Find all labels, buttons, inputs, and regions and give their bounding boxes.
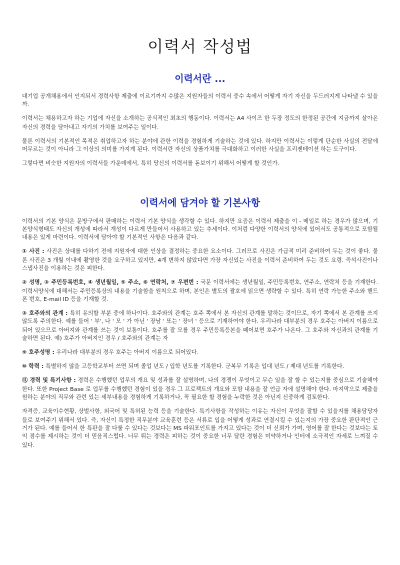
item-household-name (22, 349, 378, 357)
item-lead: ① 사진 : (22, 249, 45, 256)
item-lead: ⑨ 호주성명 : (22, 350, 55, 357)
item-career (22, 377, 378, 402)
paragraph-text: 이력서의 기본 양식은 문방구에서 판매하는 이력서 기본 양식을 생각할 수 있다. 하지만 요즘은 이력서 제출을 이 - 메일로 하는 경우가 많으며, 기본양식형태도 자신의 개성에 따라서 개성이 다르게 만들어서 사용하고 있는 추세이다. 이처럼 다양한 이력서의 양식에 있어서도 공통적으로 포함될 내용은 있게 마련이다. 이력서에 담아야 할 기본적인 사항은 다음과 같다. (22, 218, 378, 242)
item-text: 경력은 수행했던 업무의 개요 및 성과를 잘 설명하며, 나의 경쟁이 무엇이고 무슨 일을 잘 할 수 있는지를 중심으로 기술해야 한다. 또한 Project Base 로 업무를 수행했던 경험이 있을 경우 그 프로젝트의 개요와 포함 내용을 잘 언급 자에 설명해야 한다. 마지막으로 제출을 원하는 분야의 직무와 관련 있는 세부내용을 경험하게 기록하거나, 꼭 필요한 할 경험을 누락한 것은 아닌지 신중하게 검토한다. (22, 378, 378, 402)
basic-items-intro (22, 218, 378, 243)
item-text: 사진은 상대를 다하기 전에 지원자에 대한 인상을 결정하는 중요한 요소이다. 그러므로 사진은 가급적 미리 준비하여 두는 것이 좋다. 물론 사진은 3 개월 이내에 촬영한 것을 요구하고 있지만, 4개 변하지 않았다면 가장 자신있는 사진을 이력서 준비하여 두는 것도 요령. 즉석사진이나 스냅사진을 이용하는 것은 피한다. (22, 249, 378, 273)
item-personal-info (22, 279, 378, 304)
item-text: 자격증, 교육이수현황, 상벌사항, 외국어 및 특허된 능력 등을 기술한다. 특기사항을 작성하는 이유는 자신이 무엇을 잘할 수 있을지를 채용담당자들로 보여주기 위해서 있다. 즉, 자신이 특정한 직무분야 교육훈련 등은 서류로 입을 어떻게 성과로 연결시킬 수 있는지의 가장 중요한 판단적인 근거가 된다. 예를 들어서 한 특판을 잘 다룰 수 있다는 것보다는 MS 파워포인트를 가지고 있다는 것이 더 신뢰가 가며, 영어를 잘 한다는 것보다는 토익 점수를 제시하는 것이 더 믿음직스럽다. 너무 튀는 경력은 피하는 것이 중요한 너무 달란 경험은 미약하거나 인터에 소극적인 자세로 느껴질 수 있다. (22, 409, 378, 449)
item-photo (22, 248, 378, 273)
item-text: 우리나라 대부분의 경우 호주는 아버지 이름으로 되어있다. (54, 350, 199, 357)
intro-paragraph-2: 이력서는 채용하고자 하는 기업에 자신을 소개하는 공식적인 최초의 행동이다. 이력서는 A4 사이즈 한 두장 정도의 한정된 공간에 지금까지 살아온 자신의 경력을 담아내고 자기의 가치를 보여주는 일이다. (22, 116, 378, 131)
intro-paragraph-3: 물론 이력서의 기본적인 목적은 취업하고자 하는 분야에 관한 이력을 경험하게 기술하는 것에 있다. 하지만 이력서는 이렇게 단순한 사실의 전달에 머무르는 것이 아니라 그 이상의 의미를 가지게 된다. 이력서란 자신의 상품가치를 극대화하고 이러한 사실을 프리젠테이션 하는 도구이다. (22, 138, 378, 154)
intro-paragraph-1: 대기업 공개채용에서 인지되서 경력사항 제출에 이르기까지 수많은 지원자들의 이력서 중수 속에서 어떻게 자기 자신을 두드러지게 나타낼 수 있을까. (22, 94, 378, 109)
item-qualifications (22, 408, 378, 450)
item-text: 특별하지 않을 고등학교부터 쓰면 되며 졸업 년도 / 입학 년도를 기록한다. 군복무 기록은 입대 년도 / 제대 년도를 기록한다. (43, 364, 345, 371)
section-heading-basic-items: 이력서에 담겨야 할 기본사항 (139, 197, 261, 209)
item-household-relation (22, 310, 378, 344)
item-lead: ⑩ 학력 : (22, 364, 44, 371)
item-education (22, 363, 378, 371)
section-heading-what-is-resume: 이력서란 ... (174, 74, 226, 85)
intro-paragraph-4: 그렇다면 비슷한 지원자의 이력서들 가운데에서, 특히 당신의 이력서를 돋보이기 위해서 어떻게 할 것인가. (22, 161, 280, 168)
item-lead: ③ 호주와의 관계 : (22, 311, 68, 318)
item-lead: ⑪ 경력 및 특기사항 : (22, 378, 76, 385)
item-text: 특히 유의할 부분 중에 하나이다. 호주와의 관계는 호주 쪽에서 본 자신의 관계를 말하는 것이므로, 자기 쪽에서 본 관계를 쓰지 않도록 주의한다. 예를 들어 ' 부', 나 ' 모 ' 가 아닌 ' 장남 ' 또는 ' 장녀 ' 등으로 기재하여야 한다. 우리나라 대부분의 경우 호주는 아버지 이름으로 되어 있으므로 아버지와 관계를 쓰는 것이 보통이다. 호주를 잘 모를 경우 주민등록등본을 떼어보면 호주가 나온다. 그 호주와 자신과의 관계를 기술하면 된다. 예) 호주가 아버지인 경우 / 호주와의 관계는 자 (22, 311, 378, 343)
item-lead: ② 성명, ③ 주민등록번호, ④ 생년월일, ⑤ 주소, ⑥ 연락처, ⑦ 우편번 : (22, 280, 199, 287)
item-text: 국문 이력서에는 생년월일, 주민등록번호, 연주소, 연락처 등을 기재한다. 이력서양식에 대해서는 주민등록상의 내용을 기술함을 원칙으로 하며, 본인은 별도의 괄호에 읽으면 생략할 수 있다. 특히 연락 가능한 주소와 핸드폰 번호, E-mail ID 등을 기재할 것. (22, 280, 378, 304)
page-title: 이력서 작성법 (147, 37, 253, 56)
